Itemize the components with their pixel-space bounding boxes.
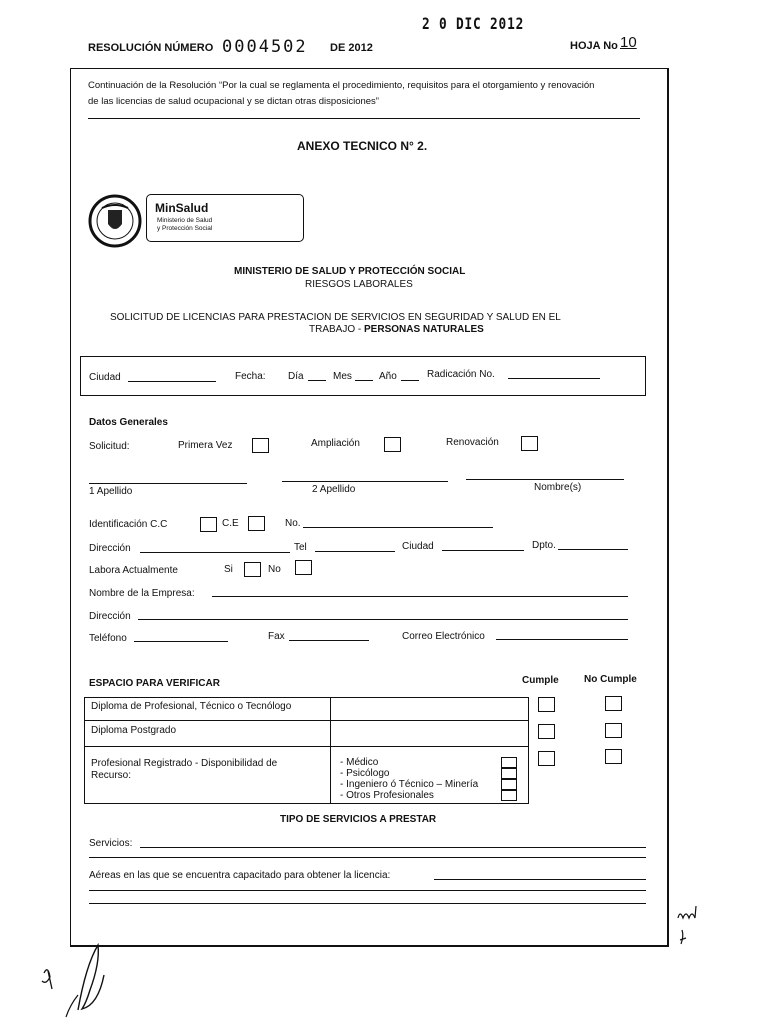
continuation-line-1: Continuación de la Resolución “Por la cual se reglamenta el procedimiento, requisitos para el otorgamiento y renovación [88,80,595,91]
cumple-checkbox-2[interactable] [538,724,555,739]
ano-field[interactable] [401,380,419,381]
renovacion-checkbox[interactable] [521,436,538,451]
no-label: No [268,564,281,575]
fecha-label: Fecha: [235,371,266,382]
medico-checkbox[interactable] [501,757,517,768]
nombres-label: Nombre(s) [534,482,582,493]
id-number-field[interactable] [303,527,493,528]
ano-label: Año [379,371,397,382]
fax-label: Fax [268,631,285,642]
apellido2-field[interactable] [282,481,448,482]
hoja-label: HOJA No [570,40,618,52]
tel-label: Tel [294,542,307,553]
fax-field[interactable] [289,640,369,641]
no-cumple-checkbox-2[interactable] [605,723,622,738]
telefono-field[interactable] [134,641,228,642]
cc-checkbox[interactable] [200,517,217,532]
verificar-title: ESPACIO PARA VERIFICAR [89,678,220,689]
request-header-box [80,356,646,396]
otros-checkbox[interactable] [501,790,517,801]
no-cumple-checkbox-3[interactable] [605,749,622,764]
ce-label: C.E [222,518,239,529]
labora-label: Labora Actualmente [89,565,178,576]
table-row: Diploma Postgrado [91,725,177,736]
servicios-field-2[interactable] [89,857,646,858]
continuation-line-2: de las licencias de salud ocupacional y se dictan otras disposiciones” [88,96,379,107]
primera-vez-checkbox[interactable] [252,438,269,453]
verification-table [84,697,529,804]
mes-label: Mes [333,371,352,382]
labora-si-checkbox[interactable] [244,562,261,577]
id-number-label: No. [285,518,301,529]
areas-field-3[interactable] [89,903,646,904]
option-ingeniero: - Ingeniero ó Técnico – Minería [340,779,479,790]
divider [88,118,640,119]
cumple-header: Cumple [522,675,559,686]
mes-field[interactable] [355,380,373,381]
dia-field[interactable] [308,380,326,381]
ciudad2-label: Ciudad [402,541,434,552]
annex-title: ANEXO TECNICO N° 2. [297,139,428,153]
request-title-line-1: SOLICITUD DE LICENCIAS PARA PRESTACION DE SERVICIOS EN SEGURIDAD Y SALUD EN EL [110,312,561,323]
minsalud-logo-box [146,194,304,242]
cumple-checkbox-3[interactable] [538,751,555,766]
request-title-persons: PERSONAS NATURALES [364,324,484,335]
empresa-field[interactable] [212,596,628,597]
resolucion-label: RESOLUCIÓN NÚMERO [88,42,214,54]
areas-label: Aéreas en las que se encuentra capacitado para obtener la licencia: [89,870,391,881]
telefono-label: Teléfono [89,633,127,644]
areas-field-2[interactable] [89,890,646,891]
psicologo-checkbox[interactable] [501,768,517,779]
apellido2-label: 2 Apellido [312,484,356,495]
resolucion-year: DE 2012 [330,42,373,54]
primera-vez-label: Primera Vez [178,440,233,451]
cumple-checkbox-1[interactable] [538,697,555,712]
labora-no-checkbox[interactable] [295,560,312,575]
servicios-label: Servicios: [89,838,133,849]
correo-field[interactable] [496,639,628,640]
radicacion-label: Radicación No. [427,369,495,380]
servicios-title: TIPO DE SERVICIOS A PRESTAR [280,814,437,825]
resolucion-number: 0004502 [222,37,308,57]
option-medico: - Médico [340,757,379,768]
direccion2-field[interactable] [138,619,628,620]
tel-field[interactable] [315,551,395,552]
areas-field[interactable] [434,879,646,880]
ingeniero-checkbox[interactable] [501,779,517,790]
dpto-field[interactable] [558,549,628,550]
direccion-field[interactable] [140,552,290,553]
logo-line-1: Ministerio de Salud [157,217,213,224]
apellido1-label: 1 Apellido [89,486,133,497]
ciudad2-field[interactable] [442,550,524,551]
servicios-field[interactable] [140,847,646,848]
no-cumple-checkbox-1[interactable] [605,696,622,711]
direccion-label: Dirección [89,543,131,554]
ce-checkbox[interactable] [248,516,265,531]
table-row: Diploma de Profesional, Técnico o Tecnólogo [91,701,292,712]
option-otros: - Otros Profesionales [340,790,434,801]
correo-label: Correo Electrónico [402,631,485,642]
solicitud-label: Solicitud: [89,441,130,452]
ciudad-field[interactable] [128,381,216,382]
si-label: Si [224,564,233,575]
nombres-field[interactable] [466,479,624,480]
table-row: Profesional Registrado - Disponibilidad de Recurso: [91,758,278,781]
radicacion-field[interactable] [508,378,600,379]
ministry-sub: RIESGOS LABORALES [305,279,413,290]
identificacion-label: Identificación C.C [89,519,168,530]
no-cumple-header: No Cumple [584,674,637,685]
coat-of-arms-seal [88,194,142,248]
request-title-line-2 [309,324,484,335]
renovacion-label: Renovación [446,437,499,448]
logo-line-2: y Protección Social [157,225,213,232]
direccion2-label: Dirección [89,611,131,622]
date-stamp: 2 0 DIC 2012 [422,14,525,33]
handwritten-signature [38,935,128,1020]
option-psicologo: - Psicólogo [340,768,390,779]
logo-brand: MinSalud [155,201,209,215]
ampliacion-label: Ampliación [311,438,360,449]
empresa-label: Nombre de la Empresa: [89,588,195,599]
dpto-label: Dpto. [532,540,556,551]
hoja-number: 10 [620,34,637,51]
datos-generales-title: Datos Generales [89,417,168,428]
dia-label: Día [288,371,304,382]
ministry-name: MINISTERIO DE SALUD Y PROTECCIÓN SOCIAL [234,266,466,277]
ampliacion-checkbox[interactable] [384,437,401,452]
ciudad-label: Ciudad [89,372,121,383]
apellido1-field[interactable] [89,483,247,484]
request-title-prefix: TRABAJO - [309,324,365,335]
handwritten-initials [674,896,714,956]
